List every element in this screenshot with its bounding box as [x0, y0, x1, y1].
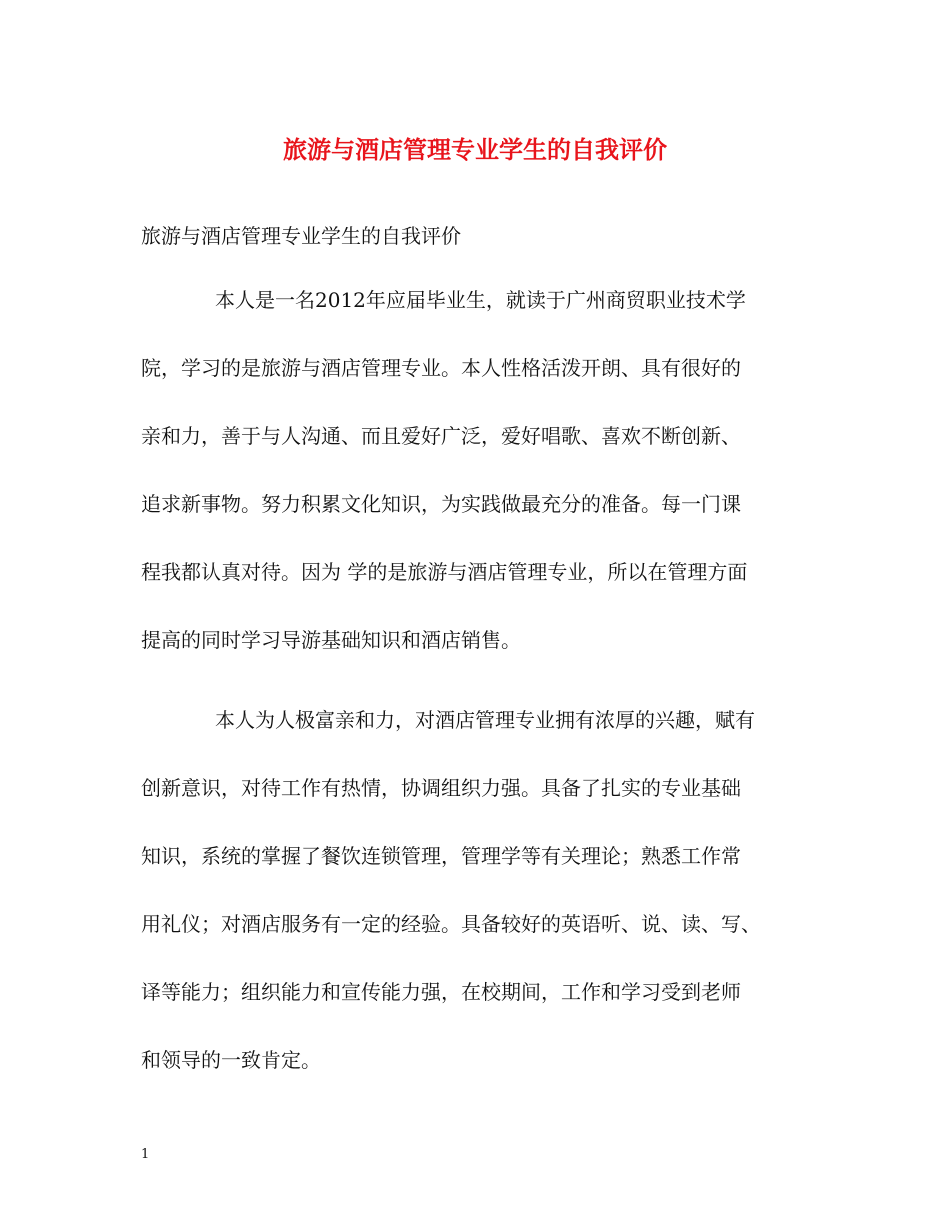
- paragraph-2-line-3: 知识，系统的掌握了餐饮连锁管理，管理学等有关理论；熟悉工作常: [141, 844, 741, 868]
- paragraph-2-line-1: 本人为人极富亲和力，对酒店管理专业拥有浓厚的兴趣，赋有: [215, 708, 755, 732]
- paragraph-2-line-5: 译等能力；组织能力和宣传能力强，在校期间，工作和学习受到老师: [141, 980, 741, 1004]
- page-number: 1: [141, 1147, 150, 1162]
- document-subtitle: 旅游与酒店管理专业学生的自我评价: [141, 224, 461, 248]
- paragraph-1-line-4: 追求新事物。努力积累文化知识，为实践做最充分的准备。每一门课: [141, 492, 741, 516]
- paragraph-2-line-2: 创新意识，对待工作有热情，协调组织力强。具备了扎实的专业基础: [141, 776, 741, 800]
- paragraph-1-line-2: 院，学习的是旅游与酒店管理专业。本人性格活泼开朗、具有很好的: [141, 356, 741, 380]
- paragraph-2-line-4: 用礼仪；对酒店服务有一定的经验。具备较好的英语听、说、读、写、: [141, 912, 761, 936]
- paragraph-1-line-5: 程我都认真对待。因为 学的是旅游与酒店管理专业，所以在管理方面: [141, 560, 748, 584]
- paragraph-1-line-6: 提高的同时学习导游基础知识和酒店销售。: [141, 628, 521, 652]
- paragraph-1-line-1: 本人是一名2012年应届毕业生，就读于广州商贸职业技术学: [215, 288, 746, 312]
- paragraph-1-line-3: 亲和力，善于与人沟通、而且爱好广泛，爱好唱歌、喜欢不断创新、: [141, 424, 741, 448]
- document-title: 旅游与酒店管理专业学生的自我评价: [283, 135, 667, 164]
- paragraph-2-line-6: 和领导的一致肯定。: [141, 1048, 321, 1072]
